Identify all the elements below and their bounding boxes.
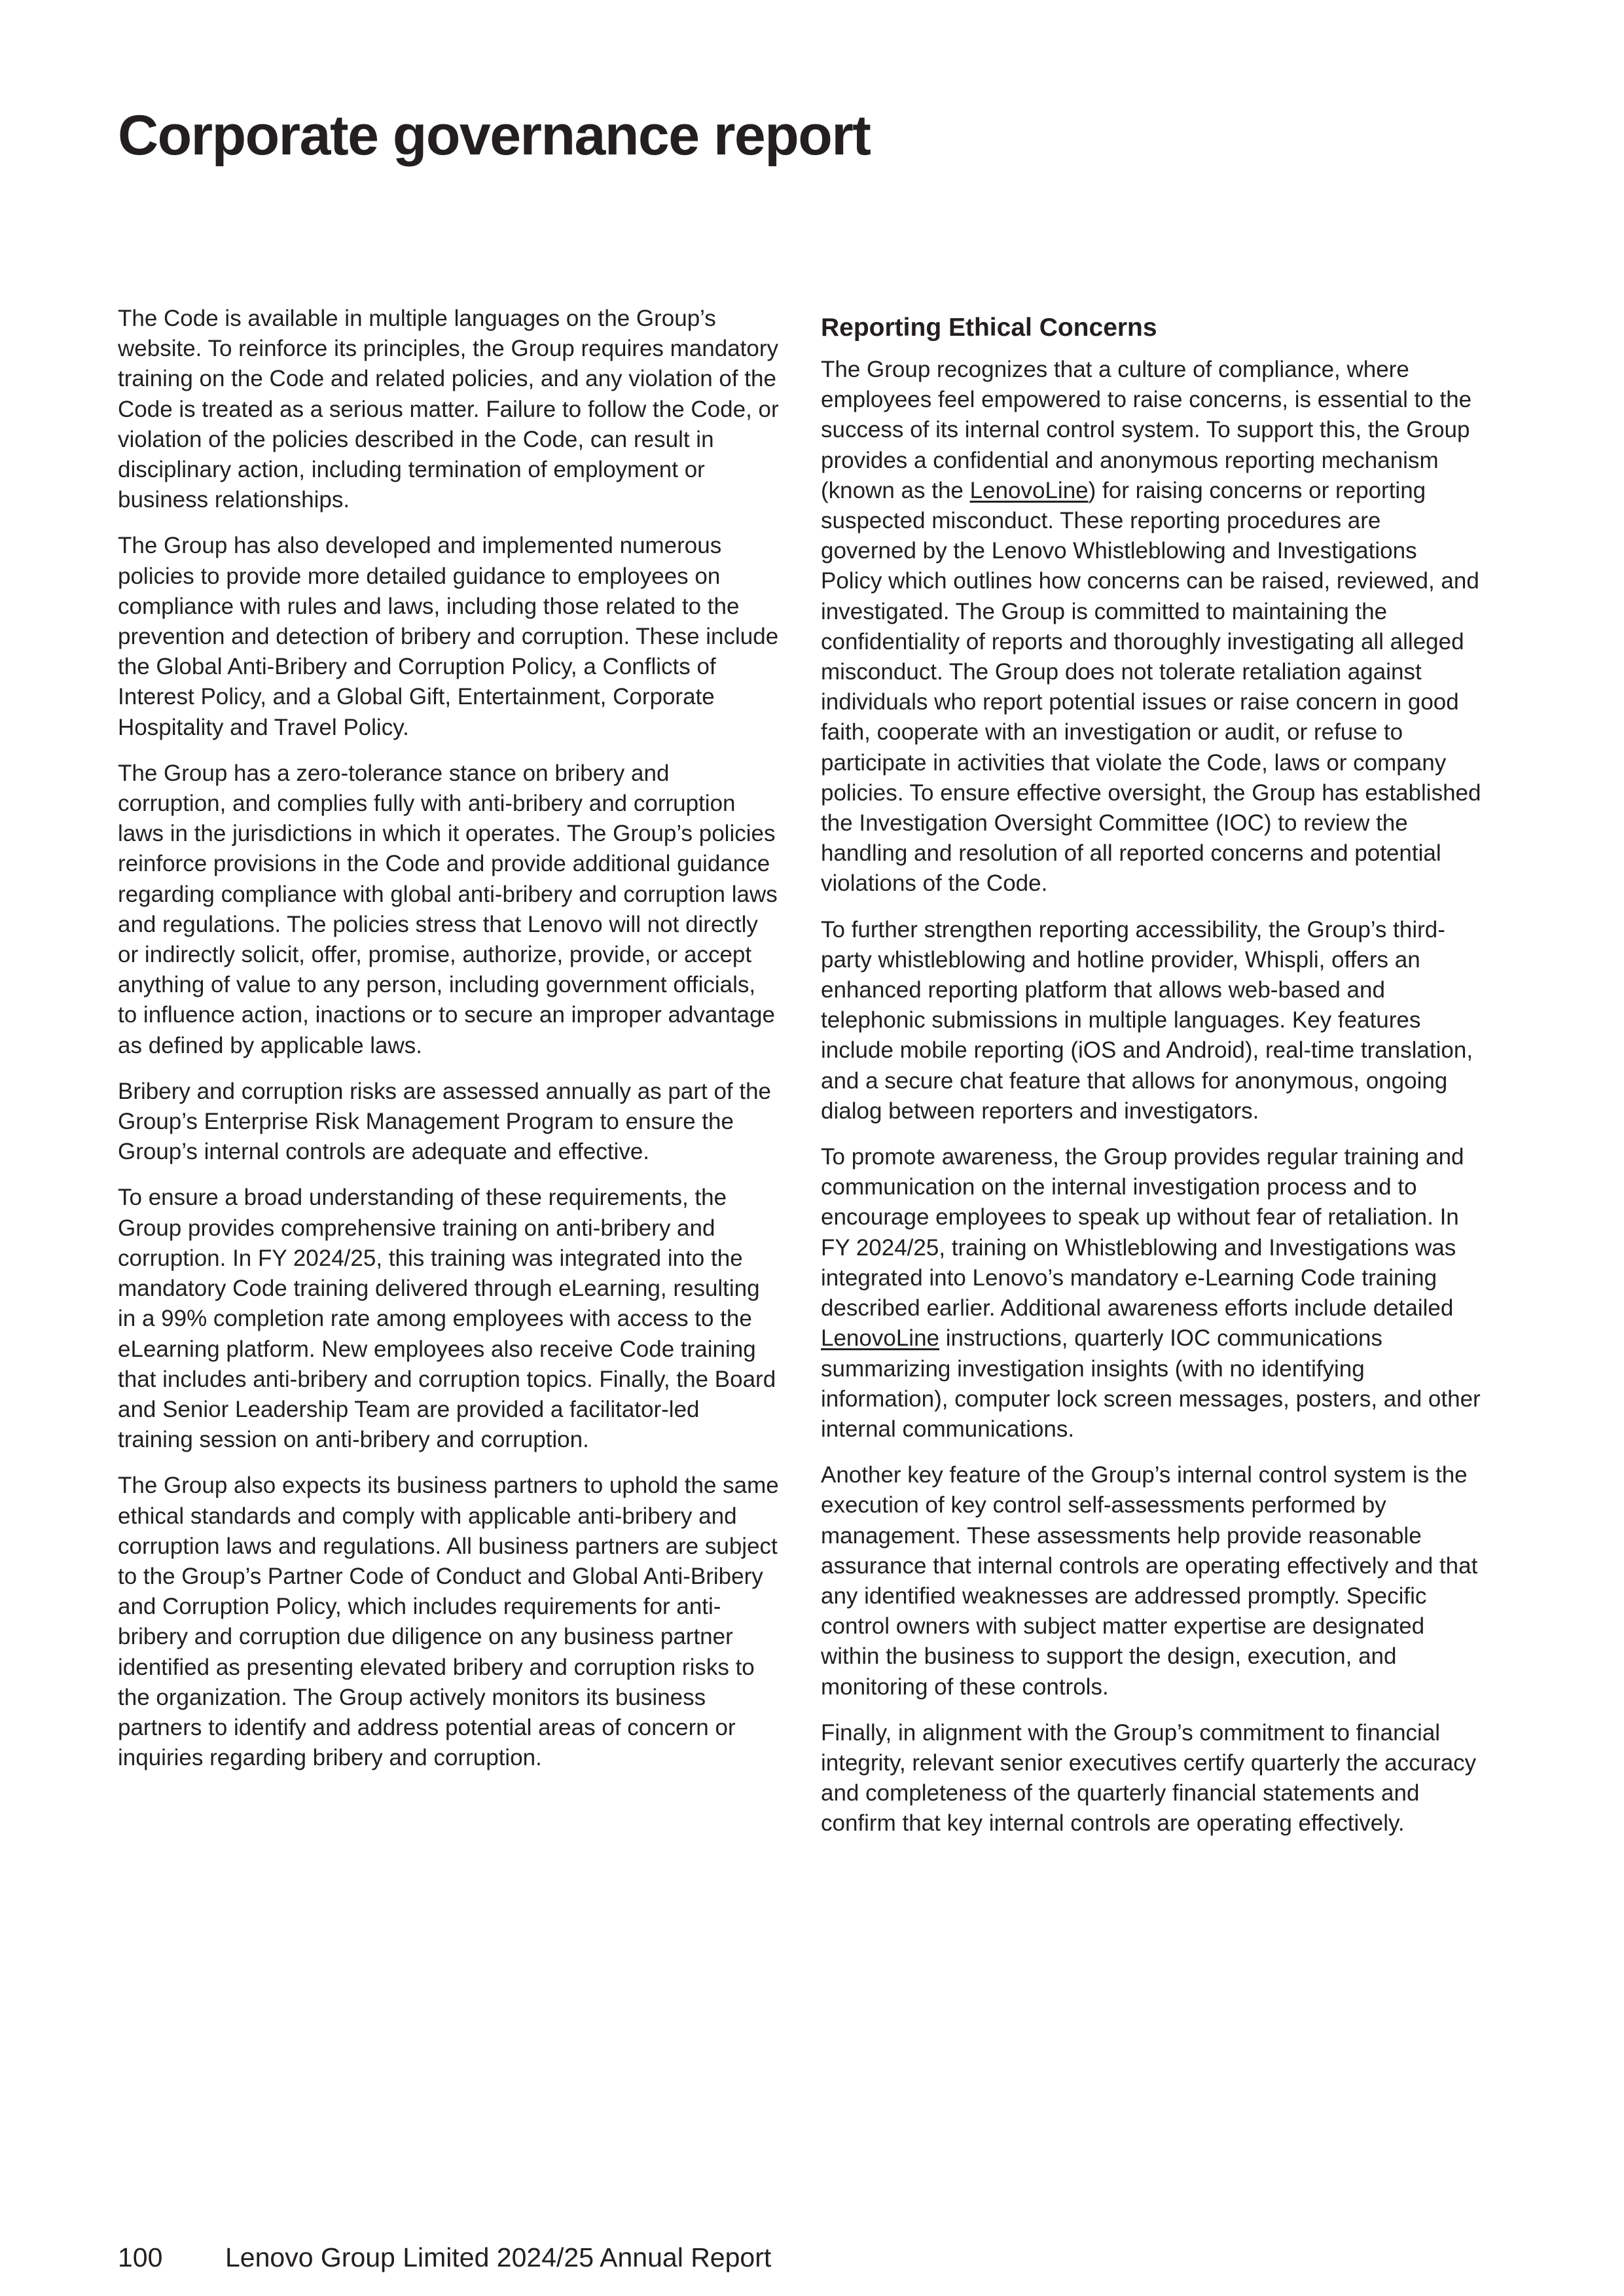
right-column bbox=[821, 304, 1482, 1855]
paragraph-policies: The Group has also developed and implemented numerous policies to provide more detailed guidance to employees on compliance with rules and laws, including those related to the prevention and detection of bribery and corruption. These include the Global Anti-Bribery and Corruption Policy, a Conflicts of Interest Policy, and a Global Gift, Entertainment, Corporate Hospitality and Travel Policy. bbox=[118, 533, 779, 740]
paragraph-text: ) for raising concerns or reporting suspected misconduct. These reporting procedures are governed by the Lenovo Whistleblowing and Investigations Policy which outlines how concerns can be raised, reviewed, and investigated. The Group is committed to maintaining the confidentiality of reports and thoroughly investigating all alleged misconduct. The Group does not tolerate retaliation against individuals who report potential issues or raise concern in good faith, cooperate with an investigation or audit, or refuse to participate in activities that violate the Code, laws or company policies. To ensure effective oversight, the Group has established the Investigation Oversight Committee (IOC) to review the handling and resolution of all reported concerns and potential violations of the Code. bbox=[821, 477, 1481, 897]
section-heading: Reporting Ethical Concerns bbox=[821, 314, 1157, 342]
paragraph-code-availability: The Code is available in multiple languages on the Group’s website. To reinforce its principles, the Group requires mandatory training on the Code and related policies, and any violation of the Code is treated as a serious matter. Failure to follow the Code, or violation of the policies described in the Code, can result in disciplinary action, including termination of employment or business relationships. bbox=[118, 306, 779, 513]
paragraph-text: instructions, quarterly IOC communications summarizing investigation insights (with no identifying information), computer lock screen messages, posters, and other internal communications. bbox=[821, 1325, 1481, 1442]
paragraph-training: To ensure a broad understanding of these requirements, the Group provides comprehensive training on anti-bribery and corruption. In FY 2024/25, this training was integrated into the mandatory Code training delivered through eLearning, resulting in a 99% completion rate among employees with access to the eLearning platform. New employees also receive Code training that includes anti-bribery and corruption topics. Finally, the Board and Senior Leadership Team are provided a facilitator-led training session on anti-bribery and corruption. bbox=[118, 1185, 776, 1453]
paragraph-risk-assessment: Bribery and corruption risks are assessed annually as part of the Group’s Enterprise Risk Management Program to ensure the Group’s internal controls are adequate and effective. bbox=[118, 1078, 772, 1165]
paragraph-reporting-mechanism bbox=[821, 355, 1482, 899]
left-column bbox=[118, 304, 779, 1789]
report-name: Lenovo Group Limited 2024/25 Annual Report bbox=[225, 2242, 772, 2272]
page-footer bbox=[118, 2241, 771, 2274]
paragraph-business-partners: The Group also expects its business partners to uphold the same ethical standards and comply with applicable anti-bribery and corruption laws and regulations. All business partners are subject to the Group’s Partner Code of Conduct and Global Anti-Bribery and Corruption Policy, which includes requirements for anti-bribery and corruption due diligence on any business partner identified as presenting elevated bribery and corruption risks to the organization. The Group actively monitors its business partners to identify and address potential areas of concern or inquiries regarding bribery and corruption. bbox=[118, 1473, 779, 1771]
paragraph-text: To promote awareness, the Group provides regular training and communication on the internal investigation process and to encourage employees to speak up without fear of retaliation. In FY 2024/25, training on Whistleblowing and Investigations was integrated into Lenovo’s mandatory e-Learning Code training described earlier. Additional awareness efforts include detailed bbox=[821, 1144, 1464, 1321]
page-title: Corporate governance report bbox=[118, 104, 871, 167]
paragraph-zero-tolerance: The Group has a zero-tolerance stance on bribery and corruption, and complies fully with anti-bribery and corruption laws in the jurisdictions in which it operates. The Group’s policies reinforce provisions in the Code and provide additional guidance regarding compliance with global anti-bribery and corruption laws and regulations. The policies stress that Lenovo will not directly or indirectly solicit, offer, promise, authorize, provide, or accept anything of value to any person, including government officials, to influence action, inactions or to secure an improper advantage as defined by applicable laws. bbox=[118, 760, 778, 1058]
paragraph-text: The Group recognizes that a culture of compliance, where employees feel empowered to raise concerns, is essential to the success of its internal control system. To support this, the Group provides a confidential and anonymous reporting mechanism (known as the bbox=[821, 357, 1472, 503]
paragraph-self-assessments: Another key feature of the Group’s internal control system is the execution of key control self-assessments performed by management. These assessments help provide reasonable assurance that internal controls are operating effectively and that any identified weaknesses are addressed promptly. Specific control owners with subject matter expertise are designated within the business to support the design, execution, and monitoring of these controls. bbox=[821, 1462, 1478, 1700]
paragraph-awareness bbox=[821, 1142, 1482, 1444]
page-number: 100 bbox=[118, 2242, 163, 2272]
paragraph-accessibility: To further strengthen reporting accessibility, the Group’s third-party whistleblowing and hotline provider, Whispli, offers an enhanced reporting platform that allows web-based and telephonic submissions in multiple languages. Key features include mobile reporting (iOS and Android), real-time translation, and a secure chat feature that allows for anonymous, ongoing dialog between reporters and investigators. bbox=[821, 916, 1473, 1124]
paragraph-certification: Finally, in alignment with the Group’s commitment to financial integrity, relevant senior executives certify quarterly the accuracy and completeness of the quarterly financial statements and confirm that key internal controls are operating effectively. bbox=[821, 1719, 1477, 1837]
lenovoline-link[interactable]: LenovoLine bbox=[821, 1325, 939, 1352]
lenovoline-link[interactable]: LenovoLine bbox=[969, 477, 1089, 503]
